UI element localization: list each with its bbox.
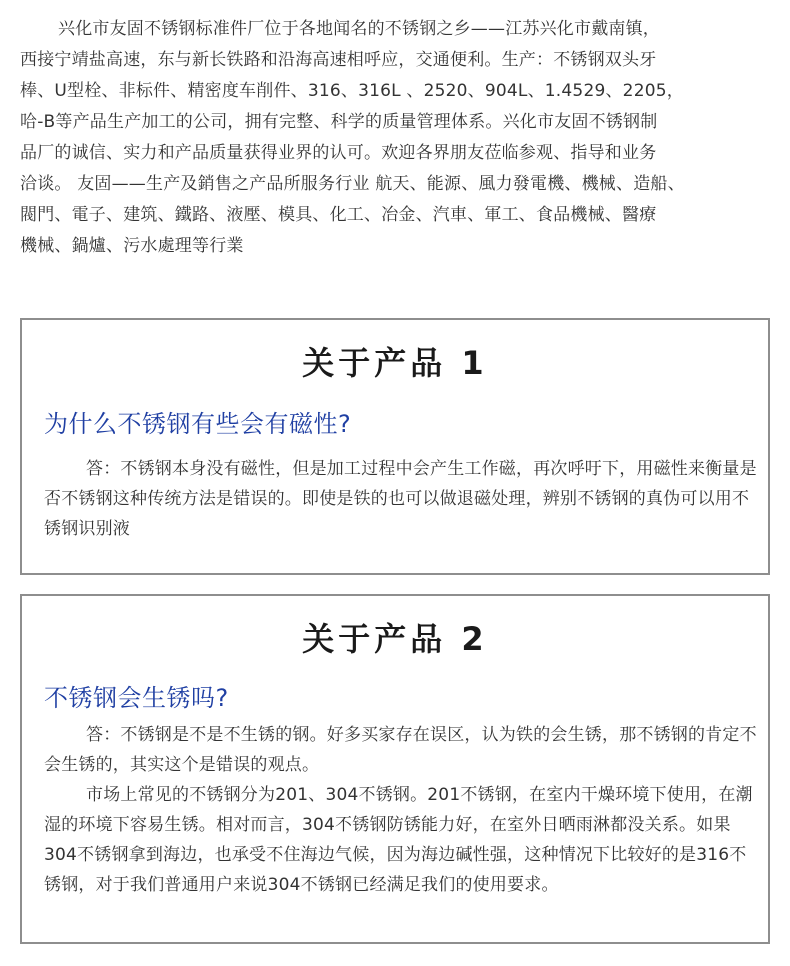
intro-line: 洽谈。 友固——生产及銷售之产品所服务行业 航天、能源、風力發電機、機械、造船、 <box>20 174 685 194</box>
intro-line: 哈-B等产品生产加工的公司，拥有完整、科学的质量管理体系。兴化市友固不锈钢制 <box>20 112 658 132</box>
intro-line: 棒、U型栓、非标件、精密度车削件、316、316L 、2520、904L、1.4529、2205， <box>20 81 684 101</box>
intro-line: 西接宁靖盐高速，东与新长铁路和沿海高速相呼应，交通便利。生产：不锈钢双头牙 <box>20 50 657 70</box>
answer-paragraph: 答：不锈钢本身没有磁性，但是加工过程中会产生工作磁，再次呼吁下，用磁性来衡量是否不锈钢这种传统方法是错误的。即使是铁的也可以做退磁处理，辨别不锈钢的真伪可以用不锈钢识别液 <box>44 459 757 539</box>
product-faq-card-1 <box>20 318 770 575</box>
intro-line: 品厂的诚信、实力和产品质量获得业界的认可。欢迎各界朋友莅临参观、指导和业务 <box>20 143 657 163</box>
product-faq-card-2 <box>20 594 770 944</box>
faq-answer <box>44 454 760 544</box>
card-title: 关于产品 1 <box>302 344 488 382</box>
answer-paragraph: 市场上常见的不锈钢分为201、304不锈钢。201不锈钢，在室内干燥环境下使用，在潮湿的环境下容易生锈。相对而言，304不锈钢防锈能力好，在室外日晒雨淋都没关系。如果304不锈钢拿到海边，也承受不住海边气候，因为海边碱性强，这种情况下比较好的是316不锈钢，对于我们普通用户来说304不锈钢已经满足我们的使用要求。 <box>44 785 753 895</box>
card-title: 关于产品 2 <box>302 620 488 658</box>
intro-line: 兴化市友固不锈钢标准件厂位于各地闻名的不锈钢之乡——江苏兴化市戴南镇， <box>58 19 660 39</box>
faq-question: 为什么不锈钢有些会有磁性? <box>44 410 352 438</box>
intro-line: 機械、鍋爐、污水處理等行業 <box>20 236 244 256</box>
answer-paragraph: 答：不锈钢是不是不生锈的钢。好多买家存在误区，认为铁的会生锈，那不锈钢的肯定不会生锈的，其实这个是错误的观点。 <box>44 725 757 775</box>
company-intro <box>20 14 776 262</box>
intro-line: 閥門、電子、建筑、鐵路、液壓、模具、化工、冶金、汽車、軍工、食品機械、醫療 <box>20 205 657 225</box>
faq-question: 不锈钢会生锈吗? <box>44 684 229 712</box>
faq-answer <box>44 720 760 900</box>
